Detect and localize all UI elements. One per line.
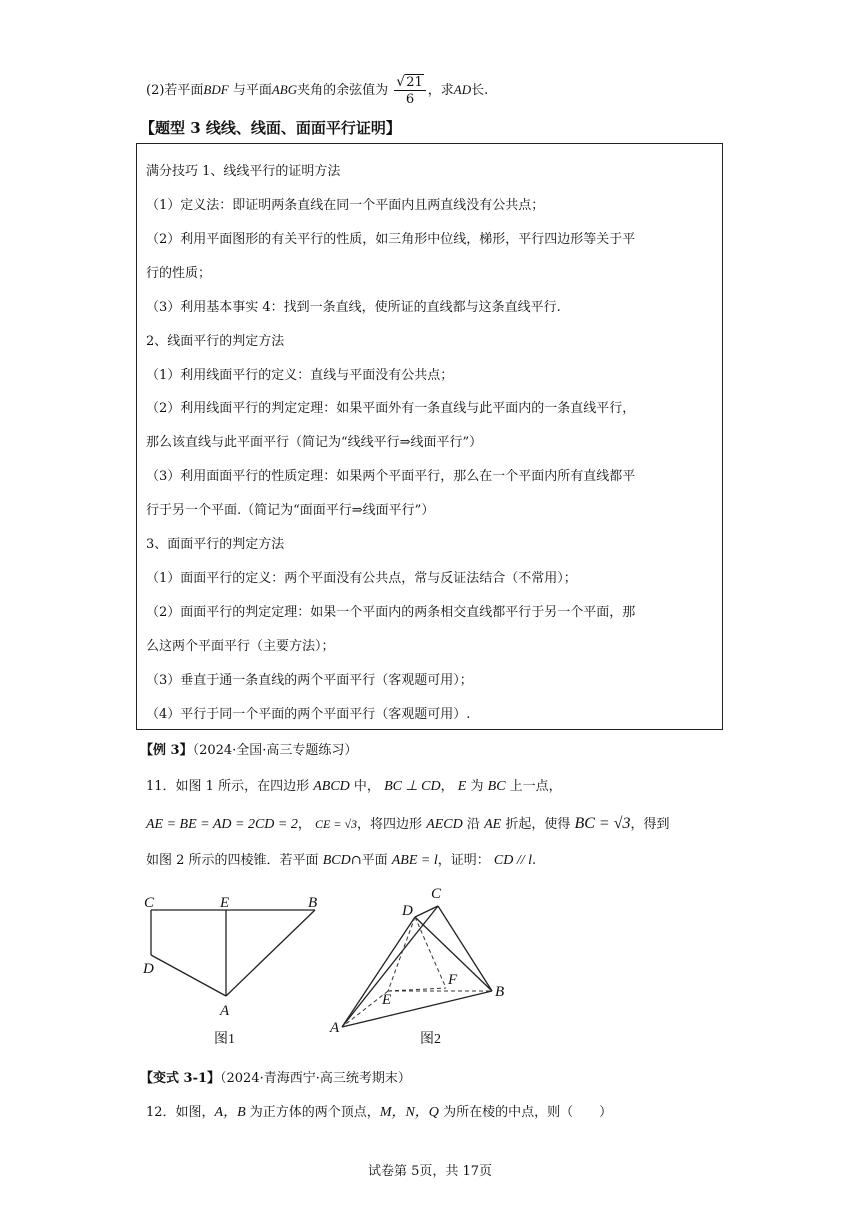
fig1-edge-ab (226, 910, 315, 996)
box-line: （2）利用线面平行的判定定理：如果平面外有一条直线与此平面内的一条直线平行， (146, 401, 636, 416)
example-tag: 【例 3】 (140, 743, 193, 758)
example-source: （2024·全国·高三专题练习） (192, 743, 358, 758)
variant-tag: 【变式 3-1】 (140, 1071, 221, 1086)
fig2-edge-de (388, 917, 415, 991)
fig2-label-d: D (402, 903, 413, 919)
fig1-label-b: B (308, 895, 318, 911)
box-line: 行于另一个平面.（简记为“面面平行⇒线面平行”） (146, 503, 435, 518)
fig2-edge-ac (342, 906, 438, 1027)
figure-2 (320, 880, 530, 1050)
box-line: （1）面面平行的定义：两个平面没有公共点，常与反证法结合（不常用）； (146, 571, 577, 586)
question-11-line-2: AE = BE = AD = 2CD = 2， CE = √3，将四边形 AECD 沿 AE 折起，使得 BC = √3，得到 (146, 815, 670, 832)
box-line: （3）垂直于通一条直线的两个平面平行（客观题可用）； (146, 673, 473, 688)
box-line: 行的性质； (146, 266, 212, 281)
fig2-label-a: A (330, 1020, 340, 1036)
fig1-label-c: C (144, 895, 155, 911)
box-line: （1）利用线面平行的定义：直线与平面没有公共点； (146, 368, 454, 383)
segment-ad: AD (453, 82, 472, 97)
question-12: 12．如图，A，B 为正方体的两个顶点，M，N，Q 为所在棱的中点，则（ ） (146, 1105, 613, 1120)
cosine-fraction: $\frac{√21}{6}$ (394, 75, 425, 106)
fig2-caption: 图2 (420, 1032, 441, 1047)
box-line: （3）利用面面平行的性质定理：如果两个平面平行，那么在一个平面内所有直线都平 (146, 469, 636, 484)
fig2-edge-dc (415, 906, 438, 917)
fig2-edge-cb (438, 906, 492, 991)
question-11-line-3: 如图 2 所示的四棱锥．若平面 BCD∩平面 ABE = l，证明： CD // l. (146, 853, 537, 868)
box-line: （2）利用平面图形的有关平行的性质，如三角形中位线，梯形，平行四边形等关于平 (146, 232, 636, 247)
variant-header (140, 1067, 411, 1086)
plane-abg: ABG (271, 82, 298, 97)
fig1-edge-da (151, 955, 226, 996)
fig2-edge-df (415, 917, 446, 988)
figure-1 (130, 885, 340, 1050)
box-line: 那么该直线与此平面平行（简记为“线线平行⇒线面平行”） (146, 435, 483, 450)
fig2-label-e: E (382, 992, 392, 1008)
variant-source: （2024·青海西宁·高三统考期末） (220, 1071, 411, 1086)
fig1-caption: 图1 (214, 1032, 235, 1047)
box-line: （3）利用基本事实 4：找到一条直线，使所证的直线都与这条直线平行. (146, 300, 561, 315)
box-line: 3、面面平行的判定方法 (146, 537, 285, 552)
fig2-label-f: F (448, 972, 458, 988)
fig1-label-a: A (220, 1003, 230, 1019)
box-line: （2）面面平行的判定定理：如果一个平面内的两条相交直线都平行于另一个平面，那 (146, 605, 636, 620)
box-line: 么这两个平面平行（主要方法）； (146, 639, 335, 654)
fig1-label-e: E (220, 895, 230, 911)
section-title: 【题型 3 线线、线面、面面平行证明】 (140, 119, 401, 137)
fig1-label-d: D (143, 961, 154, 977)
box-line: 2、线面平行的判定方法 (146, 334, 285, 349)
example-header (140, 739, 357, 758)
question-part-2: (2)若平面BDF 与平面ABG夹角的余弦值为 $\frac{√21}{6}$ ，求AD长. (146, 74, 489, 107)
box-line: （1）定义法：即证明两条直线在同一个平面内且两直线没有公共点； (146, 198, 545, 213)
box-line: （4）平行于同一个平面的两个平面平行（客观题可用）. (146, 707, 471, 722)
plane-bdf: BDF (203, 82, 229, 97)
fig2-label-b: B (495, 984, 505, 1000)
box-line: 满分技巧 1、线线平行的证明方法 (146, 164, 341, 179)
page-footer: 试卷第 5页，共 17页 (367, 1164, 493, 1179)
question-11-line-1: 11．如图 1 所示，在四边形 ABCD 中， BC ⊥ CD， E 为 BC 上一点， (146, 779, 562, 794)
fig2-label-c: C (431, 886, 442, 902)
fig2-edge-ad (342, 917, 415, 1027)
